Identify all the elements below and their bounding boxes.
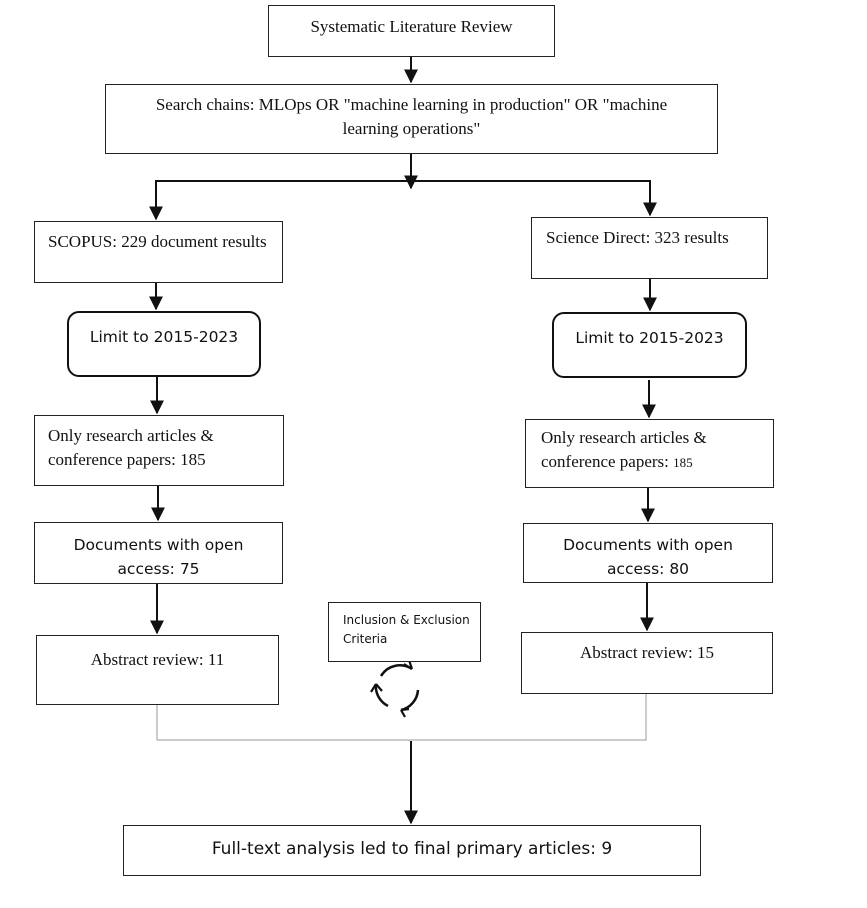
left-abstract-text: Abstract review: 11 bbox=[90, 650, 225, 669]
final-text: Full-text analysis led to final primary articles: 9 bbox=[211, 839, 613, 859]
left-limit-box bbox=[67, 311, 261, 377]
title-text: Systematic Literature Review bbox=[310, 17, 513, 36]
scopus-text: SCOPUS: 229 document results bbox=[48, 232, 267, 251]
science-direct-text: Science Direct: 323 results bbox=[546, 228, 729, 247]
left-abstract-box bbox=[36, 635, 279, 705]
search-chains-text: Search chains: MLOps OR "machine learning in production" OR "machine learning operations" bbox=[155, 95, 668, 138]
criteria-text: Inclusion & Exclusion Criteria bbox=[343, 613, 470, 646]
science-direct-box bbox=[531, 217, 768, 279]
right-articles-text: Only research articles & conference papers: bbox=[541, 428, 707, 471]
scopus-box bbox=[34, 221, 283, 283]
left-open-access-box bbox=[34, 522, 283, 584]
cycle-arrows-icon bbox=[371, 660, 418, 717]
right-articles-count: 185 bbox=[673, 455, 693, 470]
right-abstract-text: Abstract review: 15 bbox=[579, 643, 715, 662]
search-chains-box bbox=[105, 84, 718, 154]
final-box bbox=[123, 825, 701, 876]
right-open-access-box bbox=[523, 523, 773, 583]
title-box bbox=[268, 5, 555, 57]
right-limit-text: Limit to 2015-2023 bbox=[575, 329, 724, 347]
right-limit-box bbox=[552, 312, 747, 378]
right-open-access-text: Documents with open access: 80 bbox=[563, 536, 733, 578]
right-abstract-box bbox=[521, 632, 773, 694]
criteria-box bbox=[328, 602, 481, 662]
left-limit-text: Limit to 2015-2023 bbox=[89, 328, 239, 346]
right-articles-box bbox=[525, 419, 774, 488]
left-open-access-text: Documents with open access: 75 bbox=[73, 536, 244, 578]
left-articles-text: Only research articles & conference papers: 185 bbox=[48, 426, 214, 469]
left-articles-box bbox=[34, 415, 284, 486]
